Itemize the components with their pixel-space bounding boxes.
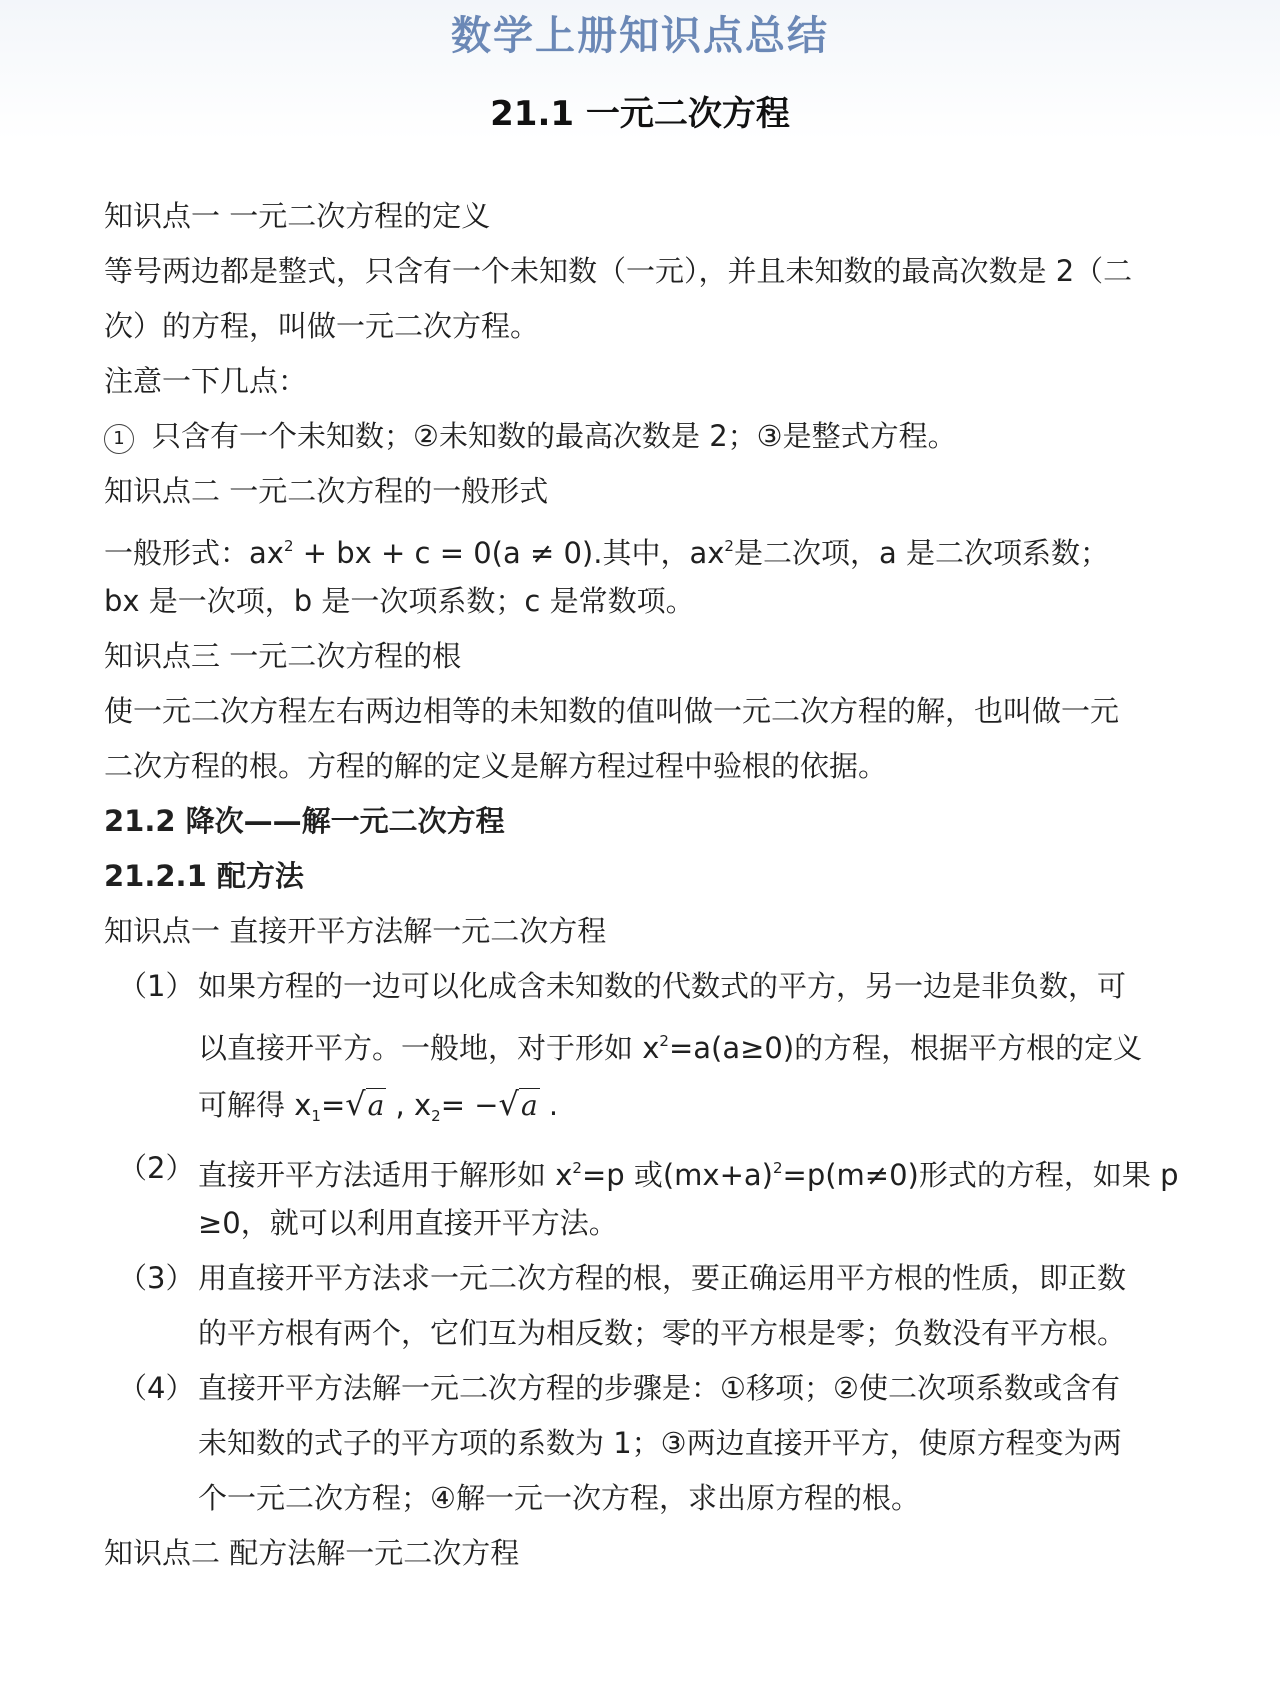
subscript: 2 bbox=[431, 1107, 441, 1125]
item1-line3-part-d: = − bbox=[440, 1088, 499, 1122]
item4-line2: 未知数的式子的平方项的系数为 1；③两边直接开平方，使原方程变为两 bbox=[198, 1426, 1122, 1460]
radicand: a bbox=[520, 1089, 538, 1122]
circled-number-1: 1 bbox=[104, 424, 134, 454]
item4-line3: 个一元二次方程；④解一元一次方程，求出原方程的根。 bbox=[198, 1481, 920, 1515]
item2-line1-part-b: =p 或(mx+a) bbox=[581, 1158, 773, 1192]
document-title: 数学上册知识点总结 bbox=[451, 13, 829, 59]
kp3-line2: 二次方程的根。方程的解的定义是解方程过程中验根的依据。 bbox=[104, 749, 888, 783]
item3-line2: 的平方根有两个，它们互为相反数；零的平方根是零；负数没有平方根。 bbox=[198, 1316, 1127, 1350]
subscript: 1 bbox=[311, 1107, 321, 1125]
kp1-heading: 知识点一 一元二次方程的定义 bbox=[104, 199, 491, 233]
item1-line3 bbox=[198, 1086, 558, 1134]
square-root-expression: √a bbox=[498, 1085, 538, 1123]
item2-line1 bbox=[198, 1150, 1179, 1193]
section-21-1-title: 21.1 一元二次方程 bbox=[490, 94, 790, 134]
item1-line3-part-a: 可解得 x bbox=[198, 1088, 312, 1122]
kp-complete-square-heading: 知识点二 配方法解一元二次方程 bbox=[104, 1536, 520, 1570]
item3-line1: 用直接开平方法求一元二次方程的根，要正确运用平方根的性质，即正数 bbox=[198, 1261, 1127, 1295]
kp2-heading: 知识点二 一元二次方程的一般形式 bbox=[104, 474, 549, 508]
superscript: 2 bbox=[724, 537, 734, 555]
item1-line2-part-a: 以直接开平方。一般地，对于形如 x bbox=[198, 1031, 660, 1065]
item4-number: （4） bbox=[118, 1371, 195, 1405]
kp3-heading: 知识点三 一元二次方程的根 bbox=[104, 639, 462, 673]
kp2-line1-part-c: 是二次项，a 是二次项系数； bbox=[733, 536, 1109, 570]
item2-line1-part-a: 直接开平方法适用于解形如 x bbox=[198, 1158, 573, 1192]
kp3-line1: 使一元二次方程左右两边相等的未知数的值叫做一元二次方程的解，也叫做一元 bbox=[104, 694, 1120, 728]
item2-line2: ≥0，就可以利用直接开平方法。 bbox=[198, 1206, 618, 1240]
item3-number: （3） bbox=[118, 1261, 195, 1295]
kp1-note-text: 只含有一个未知数；②未知数的最高次数是 2；③是整式方程。 bbox=[152, 419, 957, 453]
equals: = bbox=[320, 1088, 346, 1122]
item2-line1-part-c: =p(m≠0)形式的方程，如果 p bbox=[782, 1158, 1179, 1192]
item2-number: （2） bbox=[118, 1151, 195, 1185]
kp2-line1-part-a: 一般形式：ax bbox=[104, 536, 284, 570]
kp-direct-heading: 知识点一 直接开平方法解一元二次方程 bbox=[104, 914, 607, 948]
item1-number: （1） bbox=[118, 969, 195, 1003]
item1-line2-part-b: =a(a≥0)的方程，根据平方根的定义 bbox=[668, 1031, 1143, 1065]
superscript: 2 bbox=[659, 1032, 669, 1050]
kp1-note-heading: 注意一下几点： bbox=[104, 364, 308, 398]
item1-line1: 如果方程的一边可以化成含未知数的代数式的平方，另一边是非负数，可 bbox=[198, 969, 1127, 1003]
superscript: 2 bbox=[572, 1159, 582, 1177]
superscript: 2 bbox=[772, 1159, 783, 1177]
section-21-2-1-title: 21.2.1 配方法 bbox=[104, 859, 304, 893]
square-root-expression: √a bbox=[345, 1085, 385, 1123]
kp2-line2: bx 是一次项，b 是一次项系数；c 是常数项。 bbox=[104, 584, 695, 618]
section-21-2-title: 21.2 降次——解一元二次方程 bbox=[104, 804, 505, 838]
kp2-line1-part-b: + bx + c = 0(a ≠ 0).其中，ax bbox=[293, 536, 725, 570]
kp1-note-line bbox=[104, 418, 957, 454]
item1-line3-part-e: . bbox=[539, 1088, 559, 1122]
kp1-body-line2: 次）的方程，叫做一元二次方程。 bbox=[104, 309, 540, 343]
item1-line3-part-c: , x bbox=[386, 1088, 432, 1122]
kp2-line1 bbox=[104, 528, 1109, 571]
radicand: a bbox=[367, 1089, 385, 1122]
kp1-body-line1: 等号两边都是整式，只含有一个未知数（一元），并且未知数的最高次数是 2（二 bbox=[104, 254, 1133, 288]
superscript: 2 bbox=[283, 537, 294, 555]
item1-line2 bbox=[198, 1023, 1142, 1066]
item4-line1: 直接开平方法解一元二次方程的步骤是：①移项；②使二次项系数或含有 bbox=[198, 1371, 1120, 1405]
